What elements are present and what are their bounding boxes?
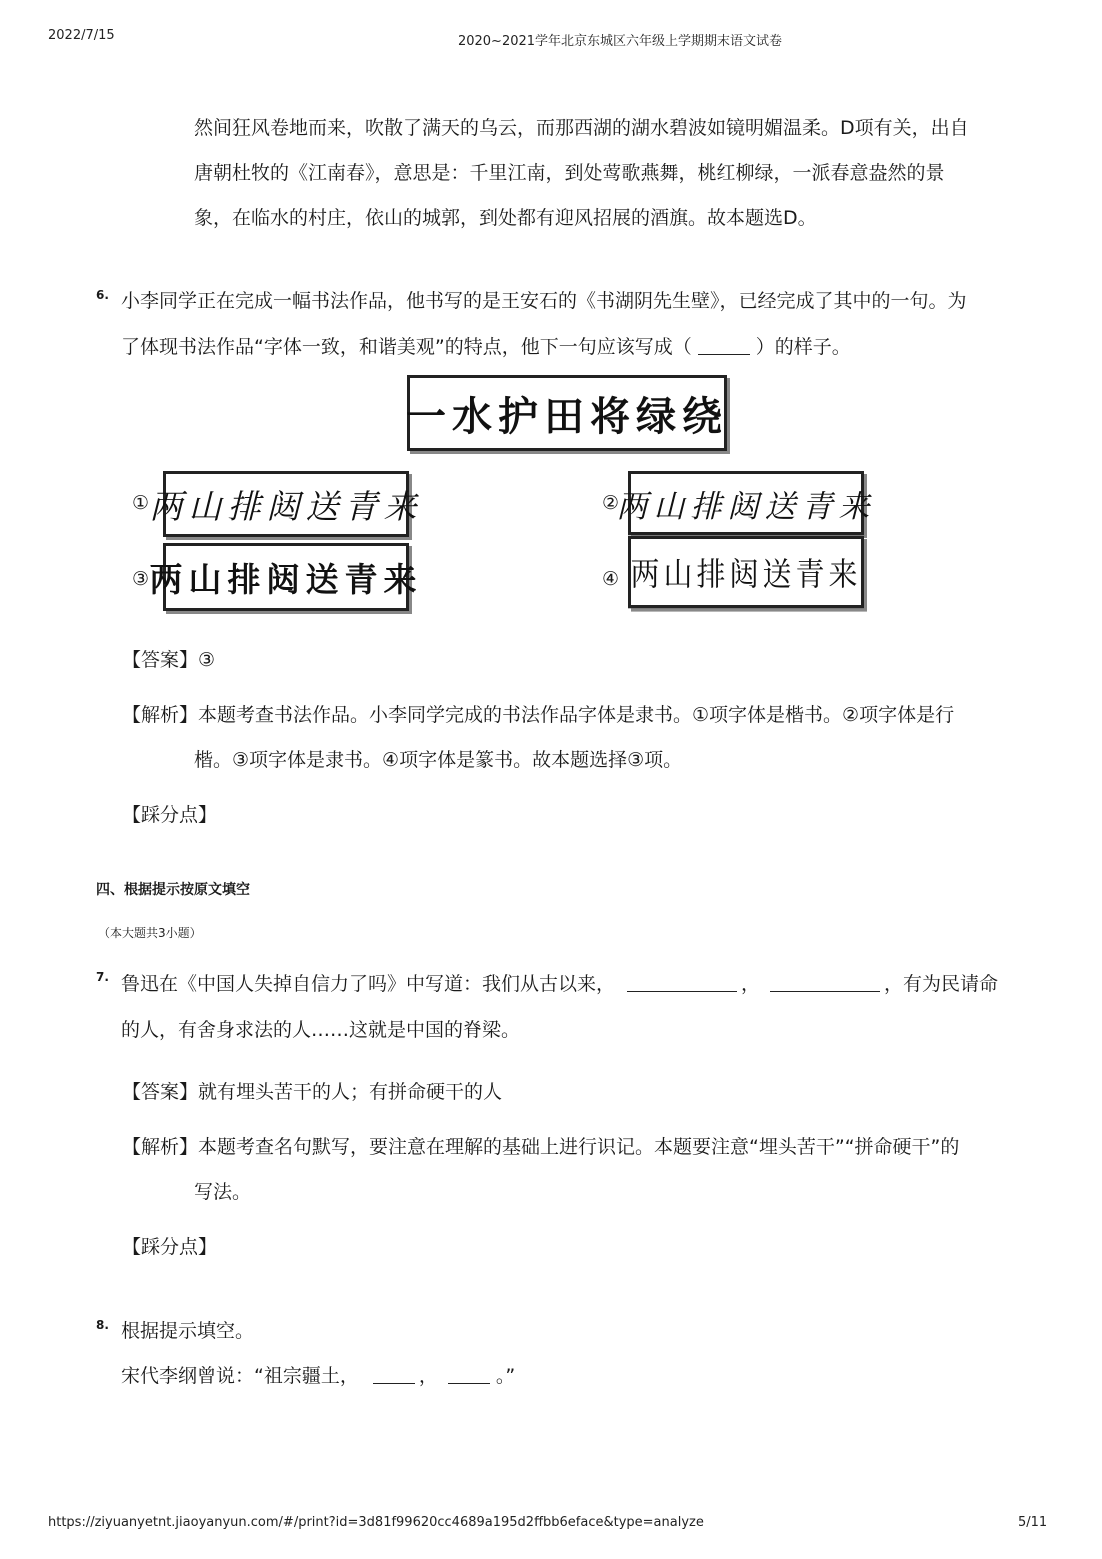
answer-value: 就有埋头苦干的人；有拼命硬干的人	[198, 1081, 503, 1103]
scoring-points-label: 【踩分点】	[122, 1236, 218, 1258]
explanation-text: 本题考查名句默写，要注意在理解的基础上进行识记。本题要注意“埋头苦干”“拼命硬干”的	[198, 1136, 960, 1158]
question-number: 7.	[96, 970, 109, 984]
answer-blank	[373, 1365, 415, 1384]
answer-blank	[698, 336, 750, 355]
question-number: 8.	[96, 1318, 109, 1332]
question-text: 鲁迅在《中国人失掉自信力了吗》中写道：我们从古以来， ， ，有为民请命	[121, 973, 999, 995]
answer-label: 【答案】	[122, 649, 199, 671]
question-text: 了体现书法作品“字体一致，和谐美观”的特点，他下一句应该写成（ ）的样子。	[121, 336, 851, 358]
answer-blank	[627, 973, 737, 992]
calligraphy-option-3-image: 两山排闼送青来	[163, 543, 409, 611]
section-title: 四、根据提示按原文填空	[96, 882, 250, 898]
calligraphy-option-4-image: 两山排闼送青来	[628, 536, 864, 609]
page-number: 5/11	[1018, 1515, 1048, 1530]
answer-blank	[448, 1365, 490, 1384]
explanation-label: 【解析】	[122, 1136, 199, 1158]
scoring-points-label: 【踩分点】	[122, 804, 218, 826]
explanation-text: 写法。	[194, 1181, 252, 1203]
explanation-text: 楷。③项字体是隶书。④项字体是篆书。故本题选择③项。	[194, 749, 683, 771]
question-number: 6.	[96, 288, 109, 302]
page-url: https://ziyuanyetnt.jiaoyanyun.com/#/print?id=3d81f99620cc4689a195d2ffbb6eface&type=analyze	[48, 1515, 704, 1530]
question-text: 宋代李纲曾说：“祖宗疆土， ， 。”	[121, 1365, 516, 1387]
question-text: 小李同学正在完成一幅书法作品，他书写的是王安石的《书湖阴先生壁》，已经完成了其中的一句。为	[121, 290, 967, 312]
option-number: ④	[602, 568, 620, 590]
page-header-title: 2020~2021学年北京东城区六年级上学期期末语文试卷	[457, 34, 783, 49]
answer-label: 【答案】	[122, 1081, 199, 1103]
explanation-label: 【解析】	[122, 704, 199, 726]
prev-explanation-line: 象，在临水的村庄，依山的城郭，到处都有迎风招展的酒旗。故本题选D。	[194, 207, 817, 229]
prev-explanation-line: 唐朝杜牧的《江南春》，意思是：千里江南，到处莺歌燕舞，桃红柳绿，一派春意盎然的景	[194, 162, 945, 184]
answer-blank	[770, 973, 880, 992]
print-date: 2022/7/15	[48, 28, 115, 43]
option-number: ①	[132, 492, 150, 514]
answer-row	[122, 648, 215, 672]
calligraphy-option-2-image: 两山排闼送青来	[628, 471, 864, 535]
calligraphy-sample-text: 一水护田将绿绕	[406, 392, 728, 440]
question-text: 根据提示填空。	[121, 1320, 255, 1342]
option-number: ②	[602, 492, 620, 514]
prev-explanation-line: 然间狂风卷地而来，吹散了满天的乌云，而那西湖的湖水碧波如镜明媚温柔。D项有关，出自	[194, 117, 969, 139]
calligraphy-sample-image	[407, 375, 727, 451]
question-text: 的人，有舍身求法的人……这就是中国的脊梁。	[121, 1019, 521, 1041]
section-note: （本大题共3小题）	[98, 926, 202, 940]
explanation-text: 本题考查书法作品。小李同学完成的书法作品字体是隶书。①项字体是楷书。②项字体是行	[198, 704, 955, 726]
option-number: ③	[132, 568, 150, 590]
answer-value: ③	[198, 649, 216, 671]
answer-row	[122, 1080, 502, 1104]
calligraphy-option-1-image: 两山排闼送青来	[163, 471, 409, 537]
explanation-row	[122, 703, 954, 727]
explanation-row	[122, 1135, 959, 1159]
